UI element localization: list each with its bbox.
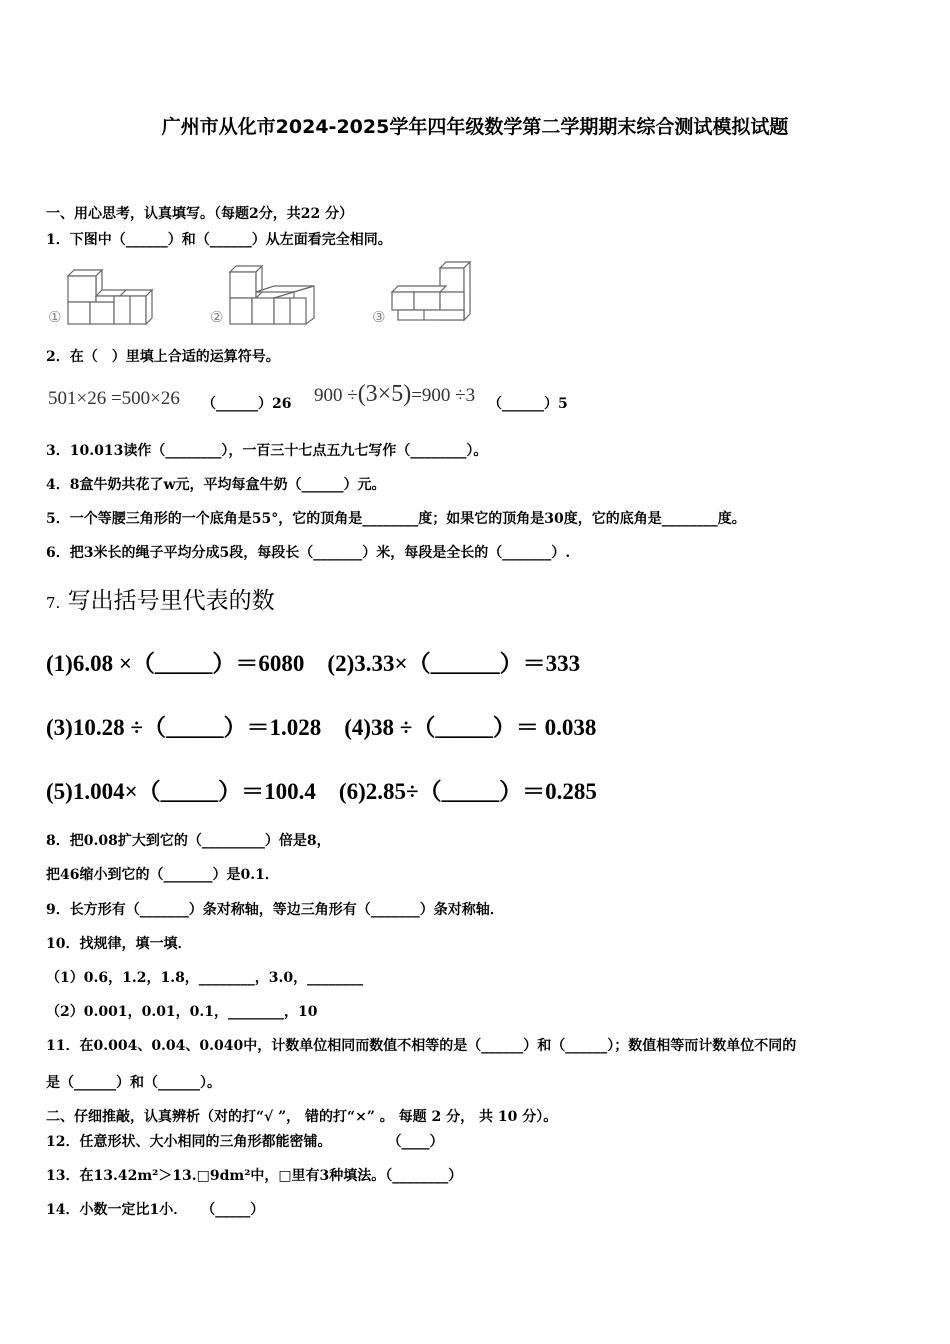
figure-label-2: ② <box>210 308 224 326</box>
question-8b: 把46缩小到它的（_______）是0.1． <box>46 867 279 883</box>
question-10: 10．找规律，填一填． <box>46 936 192 952</box>
question-10-part-1: （1）0.6，1.2，1.8，________，3.0，________ <box>46 970 364 986</box>
question-11b: 是（______）和（______）。 <box>46 1075 221 1091</box>
section-1-heading: 一、用心思考，认真填写。（每题2分，共22 分） <box>46 206 354 222</box>
question-2: 2．在（ ）里填上合适的运算符号。 <box>46 349 280 365</box>
q2-blank-2: （______）5 <box>488 396 568 412</box>
q2-expression-2: 900 ÷(3×5)=900 ÷3 <box>314 381 476 407</box>
cube-figures <box>44 256 484 331</box>
section-2-heading: 二、仔细推敲，认真辨析（对的打“√ ”， 错的打“×” 。 每题 2 分， 共 10 分）。 <box>46 1109 558 1125</box>
q2-expression-1: 501×26 =500×26 <box>48 388 180 409</box>
question-7-heading: 7. 写出括号里代表的数 <box>46 588 275 614</box>
figure-label-3: ③ <box>372 308 386 326</box>
question-14: 14．小数一定比1小． （_____） <box>46 1202 265 1218</box>
question-1: 1．下图中（______）和（______）从左面看完全相同。 <box>46 232 392 248</box>
page-title: 广州市从化市2024-2025学年四年级数学第二学期期末综合测试模拟试题 <box>161 116 789 138</box>
question-3: 3．10.013读作（________），一百三十七点五九七写作（________）。 <box>46 443 488 459</box>
cube-figure-3 <box>392 262 470 320</box>
figure-label-1: ① <box>48 308 62 326</box>
cube-figure-1 <box>68 270 152 324</box>
q2-blank-1: （______）26 <box>202 396 292 412</box>
question-7-line-1: (1)6.08 ×（_____）＝6080 (2)3.33×（______）＝333 <box>46 651 581 676</box>
question-8a: 8．把0.08扩大到它的（_________）倍是8， <box>46 833 331 849</box>
question-10-part-2: （2）0.001，0.01，0.1，________，10 <box>46 1004 318 1020</box>
question-4: 4．8盒牛奶共花了w元，平均每盒牛奶（______）元。 <box>46 477 386 493</box>
question-9: 9．长方形有（_______）条对称轴，等边三角形有（_______）条对称轴． <box>46 902 504 918</box>
question-5: 5．一个等腰三角形的一个底角是55°，它的顶角是________度；如果它的顶角是30度，它的底角是________度。 <box>46 511 746 527</box>
question-6: 6．把3米长的绳子平均分成5段，每段长（_______）米，每段是全长的（_______）. <box>46 545 571 561</box>
question-7-line-2: (3)10.28 ÷（_____）＝1.028 (4)38 ÷（_____）＝ 0.038 <box>46 715 597 740</box>
question-11a: 11．在0.004、0.04、0.040中，计数单位相同而数值不相等的是（______）和（______）；数值相等而计数单位不同的 <box>46 1038 797 1054</box>
question-7-line-3: (5)1.004×（_____）＝100.4 (6)2.85÷（_____）＝0.285 <box>46 779 597 804</box>
cube-figure-2 <box>230 266 314 324</box>
question-13: 13．在13.42m²＞13.□9dm²中，□里有3种填法。（________） <box>46 1168 463 1184</box>
question-12: 12．任意形状、大小相同的三角形都能密铺。 （____） <box>46 1134 444 1150</box>
